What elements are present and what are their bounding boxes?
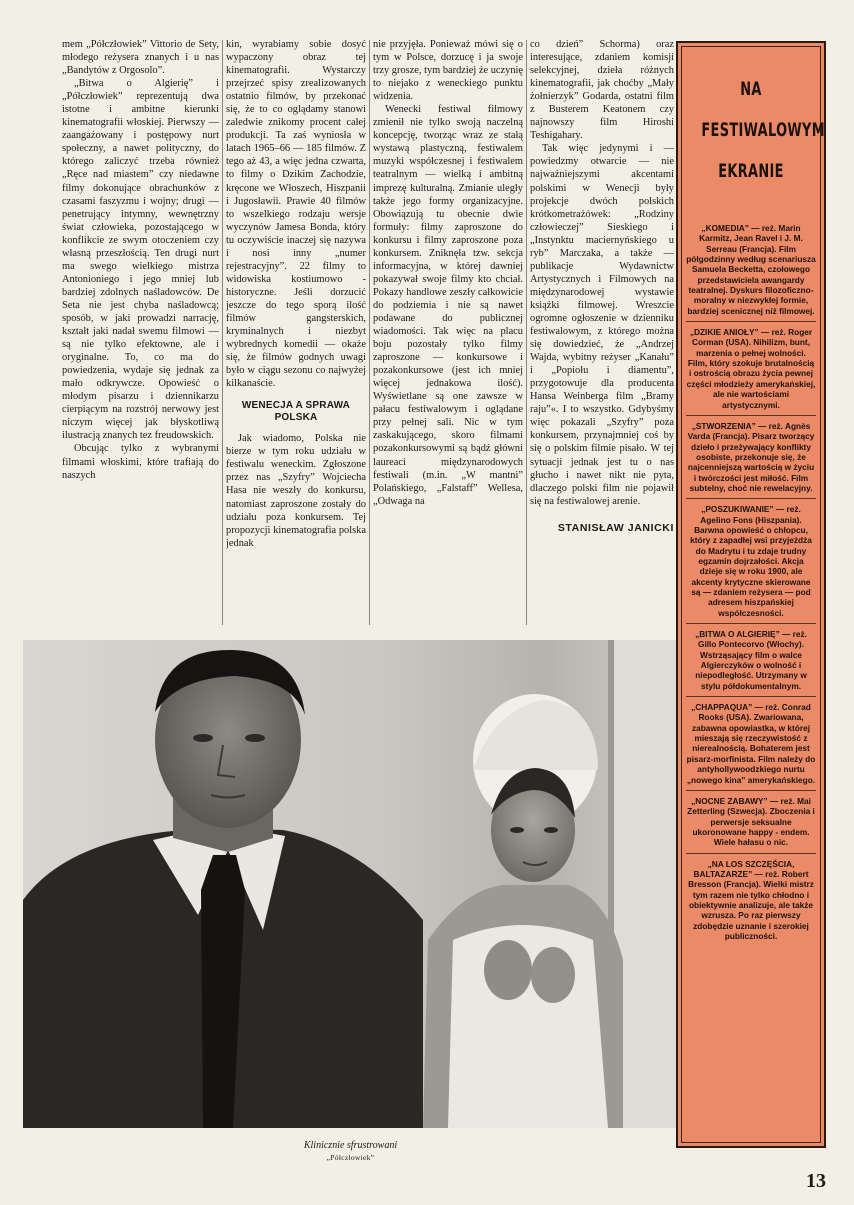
- photo-caption: [23, 1140, 678, 1164]
- entry-divider: [686, 853, 816, 854]
- film-entry: „NOCNE ZABAWY” — reż. Mai Zetterling (Szwecja). Zboczenia i perwersje seksualne ukoronowane happy - endem. Wiele hałasu o nic.: [687, 795, 815, 848]
- festival-sidebar: [676, 41, 826, 1148]
- section-subheading: WENECJA A SPRAWA POLSKA: [241, 400, 351, 424]
- column-divider: [222, 40, 223, 625]
- sidebar-title-line: EKRANIE: [718, 160, 784, 182]
- article-column-2: [226, 38, 366, 622]
- column-divider: [526, 40, 527, 625]
- paragraph: Tak więc jedynymi i — powiedzmy otwarcie — nie najważniejszymi akcentami polskimi w Wenecji były projekcje dwóch polskich krótkometrażówek: „Rodziny człowieczej” Sieskiego i „Instynktu maciernyńskiego u ryb” Marczaka, a także — publikacje Wydawnictw Artystycznych i Filmowych na międzynarodowej wystawie książki filmowej. Wreszcie ogromne ogłoszenie w dzienniku festiwalowym, z którego można się dowiedzieć, że „Andrzej Wajda, wybitny reżyser „Kanału” i „Popiołu i diamentu”, przygotowuje dla producenta Hansa Weinberga film „Bramy raju”«. I to wszystko. Gdybyśmy więc pokazali „Szyfry” poza konkursem, przynajmniej coś by się o polskim filmie pisało. W tej sytuacji jednak jest tu o nas głucho i nawet nikt nie pyta, dlaczego polski film nie pojawił się na festiwalowej arenie.: [530, 143, 674, 507]
- entry-divider: [686, 498, 816, 499]
- film-entry: „STWORZENIA” — reż. Agnès Varda (Francja). Pisarz tworzący dzieło i przeżywający konflikty osobiste, przekonuje się, że najcenniejszą wartością w życiu i twórczości jest miłość. Film subtelny, choć nie rewelacyjny.: [687, 420, 815, 493]
- entry-divider: [686, 790, 816, 791]
- paragraph: co dzień” Schorma) oraz interesujące, zdaniem komisji selekcyjnej, dzieła różnych kinematografii, jak choćby „Mały żołnierzyk” Godarda, ostatni film z Busterem Keatonem czy najnowszy film Hiroshi Teshigahary.: [530, 39, 674, 142]
- sidebar-film-list: [686, 223, 816, 946]
- sidebar-title-line: NA: [740, 78, 762, 100]
- paragraph: Obcując tylko z wybranymi filmami włoskimi, które trafiają do naszych: [62, 443, 219, 481]
- film-entry: „DZIKIE ANIOŁY” — reż. Roger Corman (USA). Nihilizm, bunt, marzenia o pełnej wolności. Film, który szokuje brutalnością i ostrością obrazu życia pewnej części młodzieży amerykańskiej, ale nie wartościami artystycznymi.: [686, 327, 816, 410]
- paragraph: Wenecki festiwal filmowy zmienił nie tylko swoją naczelną koncepcję, tworząc wraz ze stałą wystawą plastyczną, festiwalem muzyki współczesnej i festiwalem teatralnym — wielką i ambitną imprezę kulturalną. Zmianie uległy także jego formy organizacyjne. Obowiązują tu obecnie dwie formuły: filmy zaproszone do konkursu i filmy zaproszone poza konkursem. Zniknęła tzw. sekcja informacyjna, w której dawniej pokazywał swoje filmy kto chciał. Pokazy handlowe zeszły całkowicie do podziemia i nie są nawet podawane do publicznej wiadomości. Tak więc na placu boju pozostały tylko filmy zaproszone — konkursowe i pozakonkursowe (jest ich mniej więcej jednakowa ilość). Wyświetlane są one zawsze w pałacu festiwalowym i oglądane przy pełnej sali. Nic w tym zaskakującego, skoro filmami pozakonkursowymi są bądź główni laureaci międzynarodowych festiwali (m.in. „W mantni” Polańskiego, „Falstaff” Wellesa, „Odwaga na: [373, 104, 523, 507]
- article-column-3: [373, 38, 523, 622]
- article-column-4: [530, 38, 674, 622]
- paragraph: kin, wyrabiamy sobie dosyć wypaczony obraz tej kinematografii. Wystarczy przejrzeć spisy zrealizowanych ostatnio filmów, by przekonać się, że to co oglądamy stanowi zaledwie znikomy procent całej produkcji. Ta zaś wyniosła w latach 1965–66 — 185 filmów. Z tego aż 43, a więc jedna czwarta, to filmy o Dzikim Zachodzie, kręcone we Włoszech, Hiszpanii i Jugosławii. Prawie 40 filmów to wszelkiego rodzaju wersje wyczynów Jamesa Bonda, który tu oczywiście inaczej się nazywa i nosi inny „numer rejestracyjny”. 22 filmy to widowiska kostiumowo - historyczne. Jeśli dorzucić jeszcze do tego sporą ilość filmów gangsterskich, kryminalnych i niezbyt wybrednych komedii — okaże się, że filmów godnych uwagi było w ciągu sezonu co najwyżej kilkanaście.: [226, 39, 366, 390]
- entry-divider: [686, 321, 816, 322]
- article-column-1: [62, 38, 219, 622]
- paragraph: „Bitwa o Algierię” i „Półczłowiek” reprezentują dwa istotne i ambitne kierunki kinematografii włoskiej. Pierwszy — zaangażowany i postępowy nurt społeczny, a nawet polityczny, do którego zaliczyć trzeba również „Ręce nad miastem” czy niedawne filmy dokonujące obrachunków z czasami faszyzmu i wojny; drugi — penetrujący intymny, wewnętrzny świat człowieka, pozostającego w konflikcie ze swym otoczeniem czy własną przeszłością. Ten drugi nurt ma swego wielkiego mistrza Antonioniego i jego mniej lub bardziej zdolnych naśladowców. De Seta nie jest chyba naśladowcą; sposób, w jaki prowadzi narrację, kształt jaki nadał swemu filmowi — są nie tylko efektowne, ale i oryginalne. To, co ma do powiedzenia, wydaje się jednak za mało odkrywcze. Opowieść o młodym pisarzu i dziennikarzu cierpiącym na rozstrój nerwowy jest niczym więcej jak błyskotliwą ilustracją znanych tez freudowskich.: [62, 78, 219, 442]
- paragraph: mem „Półczłowiek” Vittorio de Sety, młodego reżysera znanych i u nas „Bandytów z Orgosolo”.: [62, 39, 219, 77]
- sidebar-title-line: FESTIWALOWYM: [701, 119, 825, 141]
- film-entry: „CHAPPAQUA” — reż. Conrad Rooks (USA). Zwariowana, zabawna opowiastka, w której mieszają się rzeczywistość z nierealnością. Bohaterem jest pisarz-morfinista. Film należy do antyhollywoodzkiego nurtu „nowego kina” amerykańskiego.: [686, 702, 816, 785]
- paragraph: nie przyjęła. Ponieważ mówi się o tym w Polsce, dorzucę i ja swoje trzy grosze, tym bardziej że uczynię to niejako z weneckiego punktu widzenia.: [373, 39, 523, 103]
- page-number: 13: [806, 1170, 826, 1192]
- entry-divider: [686, 696, 816, 697]
- paragraph: Jak wiadomo, Polska nie bierze w tym roku udziału w festiwalu weneckim. Zgłoszone przez nas „Szyfry” Wojciecha Hasa nie weszły do konkursu, natomiast zaproszone zostały do udziału poza konkursem. Tej propozycji kinematografia polska jednak: [226, 433, 366, 549]
- author-byline: STANISŁAW JANICKI: [557, 521, 674, 534]
- caption-text: Klinicznie sfrustrowani: [303, 1140, 398, 1151]
- film-entry: „KOMEDIA” — reż. Marin Karmitz, Jean Ravel i J. M. Serreau (Francja). Film półgodzinny według scenariusza Samuela Becketta, czołowego przedstawiciela awangardy teatralnej. Dyskurs filozoficzno-moralny w niezwykłej formie, bardziej scenicznej niż filmowej.: [686, 223, 816, 316]
- column-divider: [369, 40, 370, 625]
- film-entry: „NA LOS SZCZĘŚCIA, BALTAZARZE” — reż. Robert Bresson (Francja). Wielki mistrz tym razem nie tylko chłodno i obiektywnie analizuje, ale także wzrusza. Po raz pierwszy zdobędzie uznanie i szerokiej publiczności.: [688, 858, 814, 941]
- sidebar-title: [701, 69, 825, 192]
- film-still-illustration: [23, 640, 678, 1128]
- film-entry: „POSZUKIWANIE” — reż. Agelino Fons (Hiszpania). Barwna opowieść o chłopcu, który z zapadłej wsi przyjeżdża do Madrytu i tu zdaje trudny egzamin dojrzałości. Akcja dzieje się w roku 1900, ale akcenty krytyczne skierowane są — zdaniem reżysera — pod adresem hiszpańskiej współczesności.: [690, 504, 812, 618]
- entry-divider: [686, 415, 816, 416]
- caption-film-title: „Półczłowiek”: [326, 1153, 375, 1162]
- entry-divider: [686, 623, 816, 624]
- film-still-photo: [23, 640, 678, 1128]
- film-entry: „BITWA O ALGIERIĘ” — reż. Gillo Pontecorvo (Włochy). Wstrząsający film o walce Algierczyków o wolność i niepodległość. Utrzymany w stylu półdokumentalnym.: [695, 629, 807, 691]
